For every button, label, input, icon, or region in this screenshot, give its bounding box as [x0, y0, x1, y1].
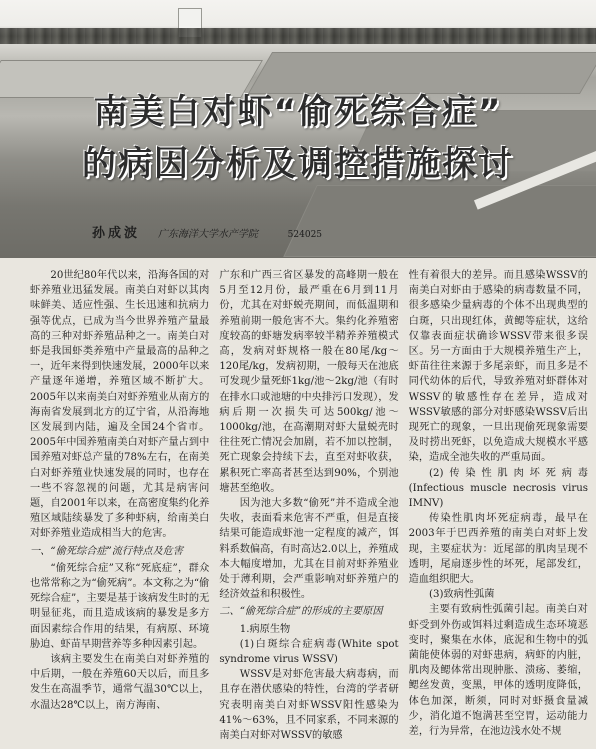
article-title-line-1: 南美白对虾“偷死综合症”: [93, 92, 503, 132]
paragraph: (3)致病性弧菌: [429, 589, 495, 601]
paragraph: “偷死综合症”又称“死底症”，群众也常常称之为“偷死病”。本文称之为“偷死综合症”，主要是基于该病发生时的无明显征兆，而且造成该病的暴发是多方面因素综合作用的结果，有病原、环境胁迫、虾苗早期营养等多种因素引起。: [30, 562, 210, 650]
pond-image: [283, 185, 596, 257]
paragraph: 因为池大多数“偷死”并不造成全池失收，表面看来危害不严重，但是直接结果可能造成虾池一定程度的减产，饵料系数偏高，有时高达2.0以上，养殖成本大幅度增加，尤其在目前对虾养殖业处于薄利期，会严重影响对虾养殖户的经济效益和积极性。: [219, 498, 399, 601]
column-3: [409, 268, 588, 746]
paragraph: 20世纪80年代以来，沿海各国的对虾养殖业迅猛发展。南美白对虾以其肉味鲜美、适应性强、生长迅速和抗病力强等优点，已成为当今世界养殖产量最高的三种对虾养殖品种之一。南美白对虾是我国虾类养殖中产量最高的品种之一，近年来得到快速发展，2000年以来产量逐年递增，养殖区域不断扩大。2005年以来南美白对虾养殖业从南方的海南省发展到北方的辽宁省，从沿海地区发展到内陆，遍及全国24个省市。2005年中国养殖南美白对虾产量占到中国养殖对虾总产量的78%左右，在南美白对虾养殖业快速发展的同时，也存在一些不容忽视的问题，尤其是病害问题，自2001年以来，在高密度集约化养殖区域陆续暴发了多种虾病，给南美白对虾养殖业造成相当大的危害。: [30, 270, 210, 540]
section-heading: 一、“偷死综合症”流行特点及危害: [30, 545, 184, 557]
byline: [92, 222, 322, 241]
paragraph: (1)白斑综合症病毒(White spot syndrome virus WSSV): [219, 638, 399, 666]
column-2: [219, 268, 398, 746]
article-title-line-2: 的病因分析及调控措施探讨: [82, 144, 514, 184]
paragraph: 主要有致病性弧菌引起。南美白对虾受到外伤或饵料过剩造成生态环境恶变时，聚集在水体，底泥和生物中的弧菌能使体弱的对虾患病，病虾的内脏，肌肉及鳃体常出现肿胀、溃疡、萎缩，鳃丝发黄，变黑，甲体的透明度降低，体色加深，断须，同时对虾摄食量减少，消化道不饱满甚至空胃，运动能力差，行为异常，在池边浅水处不规: [408, 604, 588, 738]
author-affiliation: 广东海洋大学水产学院: [157, 229, 258, 240]
author-name: 孙成波: [92, 226, 141, 241]
section-heading: 二、“偷死综合症”的形成的主要原因: [219, 606, 383, 618]
article-body: [30, 268, 588, 746]
treeline-image: [0, 28, 596, 44]
paragraph: 广东和广西三省区暴发的高峰期一般在5月至12月份，最严重在6月到11月份，尤其在对虾蜕壳期间，而低温期和养殖前期一般危害不大。集约化养殖密度较高的虾塘发病率较半精养养殖模式高，发病对虾规格一般在80尾/kg～120尾/kg，发病初期，一般每天在池底可发现少量死虾1kg/池～2kg/池（有时在排水口或池塘的中央排污口发现），发病后期一次损失可达500kg/池～1000kg/池，在高潮期对虾大量蜕壳时往往死亡情况会加剧，若不加以控制，死亡现象会持续下去，直至对虾收获，累积死亡率高者甚至达到90%，个别池塘甚至绝收。: [219, 270, 399, 494]
postal-code: 524025: [287, 230, 323, 240]
paragraph: 传染性肌肉坏死症病毒，最早在2003年于巴西养殖的南美白对虾上发现，主要症状为：近尾部的肌肉呈现不透明，尾扇逐步性的坏死，尾部发红，造血组织肥大。: [408, 513, 588, 586]
column-1: [30, 268, 209, 746]
paragraph: (2)传染性肌肉坏死病毒(Infectious muscle necrosis virus IMNV): [408, 467, 588, 510]
paragraph: 该病主要发生在南美白对虾养殖的中后期，一般在养殖60天以后，而且多发生在高温季节，通常气温30℃以上，水温达28℃以上，南方海南、: [30, 654, 210, 711]
paragraph: 1.病原生物: [239, 623, 291, 635]
paragraph: 性有着很大的差异。而且感染WSSV的南美白对虾由于感染的病毒数量不同，很多感染少量病毒的个体不出现典型的白斑，只出现红体，黄鳃等症状，这给仅靠表面症状确诊WSSV带来很多误区。另一方面由于大规模养殖生产上，虾苗往往来源于多尾亲虾，而且多是不同代幼体的后代，导致养殖对虾群体对WSSV的敏感性存在差异，造成对WSSV敏感的部分对虾感染WSSV后出现死亡的现象，一旦出现偷死现象需要及时捞出死虾，以免造成大规模水平感染，造成全池失收的严重局面。: [408, 270, 588, 464]
paragraph: WSSV是对虾危害最大病毒病，而且存在潜伏感染的特性，台湾的学者研究表明南美白对虾WSSV阳性感染为41%～63%，且不同家系，不同来源的南美白对虾对WSSV的敏感: [219, 669, 399, 742]
